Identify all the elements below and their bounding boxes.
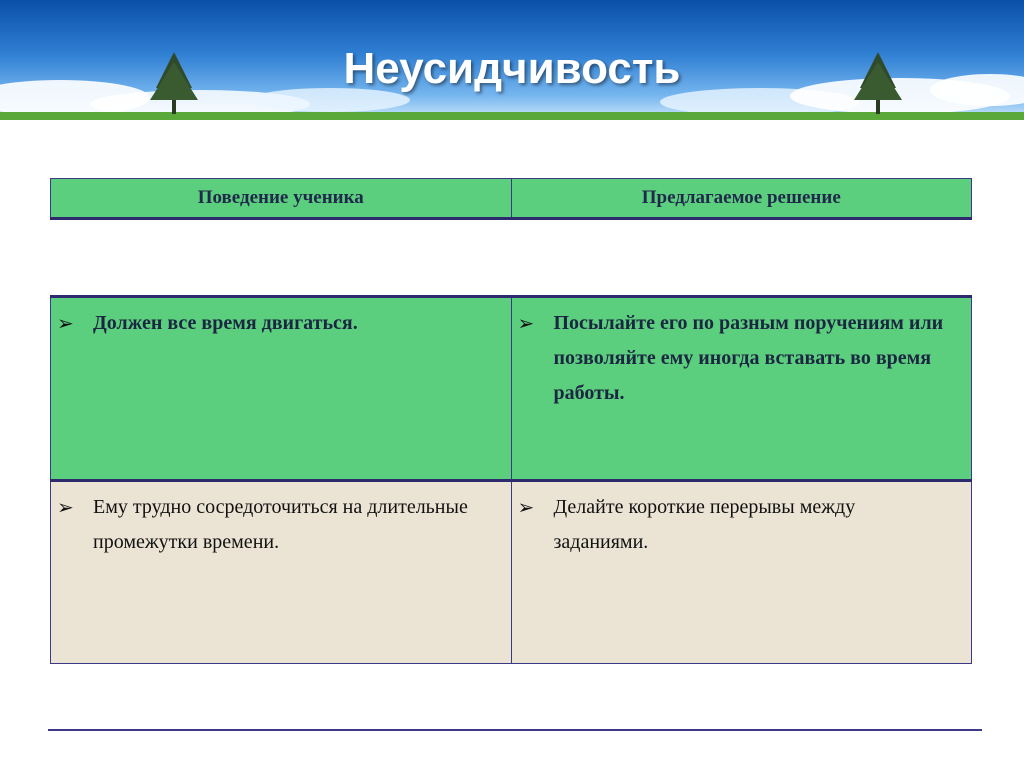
arrow-bullet-icon: ➢ [517, 495, 535, 519]
slide-title: Неусидчивость [343, 44, 681, 93]
arrow-bullet-icon: ➢ [517, 311, 535, 335]
solution-text: Делайте короткие перерывы между заданиями. [553, 496, 856, 553]
solution-text: Посылайте его по разным поручениям или позволяйте ему иногда вставать во время работы. [553, 312, 944, 404]
table-cell-behavior [51, 297, 512, 481]
table-cell-solution [511, 297, 972, 481]
arrow-bullet-icon: ➢ [57, 311, 74, 335]
header-banner [0, 0, 1024, 120]
table-cell-behavior [51, 481, 512, 664]
behavior-text: Ему трудно сосредоточиться на длительные промежутки времени. [93, 496, 468, 553]
table-body [50, 295, 972, 664]
table-row [51, 297, 972, 481]
column-header-solution: Предлагаемое решение [511, 179, 972, 219]
table-row [51, 481, 972, 664]
footer-divider [48, 729, 982, 731]
table-header [50, 178, 972, 220]
behavior-text: Должен все время двигаться. [93, 312, 358, 334]
arrow-bullet-icon: ➢ [57, 495, 74, 519]
table-cell-solution [511, 481, 972, 664]
column-header-behavior: Поведение ученика [51, 179, 512, 219]
